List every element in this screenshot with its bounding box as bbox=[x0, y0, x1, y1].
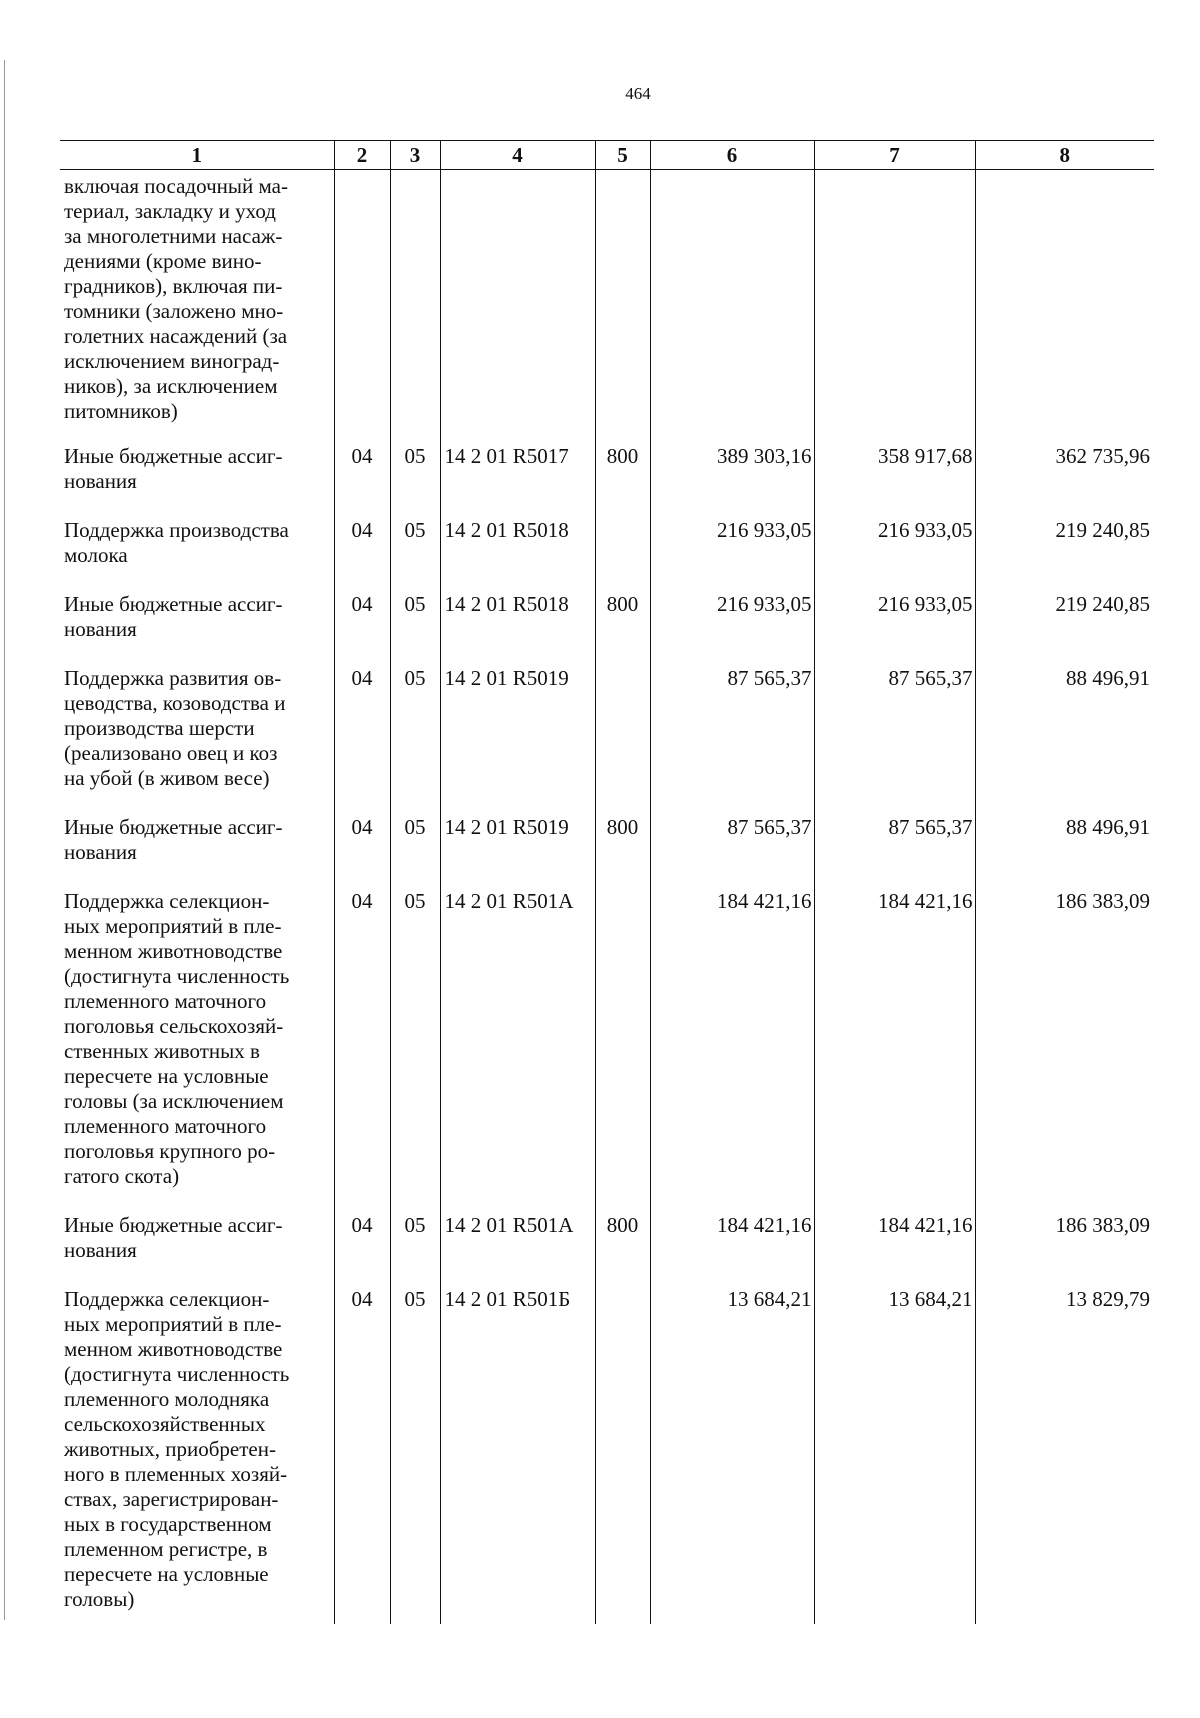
amount-cell-year-3: 88 496,91 bbox=[975, 654, 1154, 803]
row-name-line: включая посадочный ма- bbox=[64, 174, 288, 198]
subsection-code-cell: 05 bbox=[390, 877, 440, 1201]
row-name-line: гатого скота) bbox=[64, 1164, 180, 1188]
expense-type-cell bbox=[595, 877, 650, 1201]
row-name-line: нования bbox=[64, 1238, 137, 1262]
header-row bbox=[60, 141, 1154, 170]
subsection-code-cell bbox=[390, 170, 440, 433]
row-name-line: ных мероприятий в пле- bbox=[64, 914, 282, 938]
expense-type-cell: 800 bbox=[595, 1201, 650, 1275]
row-name-line: дениями (кроме вино- bbox=[64, 249, 262, 273]
table-row bbox=[60, 170, 1154, 433]
amount-cell-year-2 bbox=[814, 170, 975, 433]
row-name-line: (реализовано овец и коз bbox=[64, 741, 278, 765]
expense-type-cell bbox=[595, 506, 650, 580]
section-code-cell: 04 bbox=[334, 432, 390, 506]
subsection-code-cell: 05 bbox=[390, 803, 440, 877]
target-article-cell: 14 2 01 R501Б bbox=[440, 1275, 595, 1624]
row-name-line: животных, приобретен- bbox=[64, 1437, 276, 1461]
row-name-line: нования bbox=[64, 840, 137, 864]
row-name-line: ных в государственном bbox=[64, 1512, 272, 1536]
column-header: 6 bbox=[650, 141, 814, 170]
row-name-line: градников), включая пи- bbox=[64, 274, 283, 298]
amount-cell-year-2: 184 421,16 bbox=[814, 877, 975, 1201]
amount-cell-year-3: 186 383,09 bbox=[975, 877, 1154, 1201]
expense-type-cell: 800 bbox=[595, 803, 650, 877]
row-name-line: пересчете на условные bbox=[64, 1064, 269, 1088]
subsection-code-cell: 05 bbox=[390, 432, 440, 506]
row-name bbox=[60, 1201, 334, 1275]
row-name-line: ственных животных в bbox=[64, 1039, 260, 1063]
row-name-line: нования bbox=[64, 617, 137, 641]
row-name-line: нования bbox=[64, 469, 137, 493]
amount-cell-year-3: 186 383,09 bbox=[975, 1201, 1154, 1275]
table-row bbox=[60, 580, 1154, 654]
row-name-line: (достигнута численность bbox=[64, 964, 290, 988]
expense-type-cell: 800 bbox=[595, 580, 650, 654]
row-name-line: племенного маточного bbox=[64, 989, 267, 1013]
column-header: 7 bbox=[814, 141, 975, 170]
expense-type-cell bbox=[595, 1275, 650, 1624]
target-article-cell: 14 2 01 R501A bbox=[440, 1201, 595, 1275]
row-name bbox=[60, 580, 334, 654]
row-name-line: Поддержка селекцион- bbox=[64, 889, 270, 913]
scan-edge-line bbox=[4, 60, 5, 1620]
row-name-line: ствах, зарегистрирован- bbox=[64, 1487, 279, 1511]
target-article-cell: 14 2 01 R5019 bbox=[440, 654, 595, 803]
column-header: 5 bbox=[595, 141, 650, 170]
amount-cell-year-2: 216 933,05 bbox=[814, 506, 975, 580]
row-name bbox=[60, 803, 334, 877]
amount-cell-year-3: 219 240,85 bbox=[975, 580, 1154, 654]
table-body bbox=[60, 170, 1154, 1625]
column-header: 4 bbox=[440, 141, 595, 170]
row-name-line: головы (за исключением bbox=[64, 1089, 284, 1113]
row-name-line: Поддержка селекцион- bbox=[64, 1287, 270, 1311]
subsection-code-cell: 05 bbox=[390, 1275, 440, 1624]
row-name-line: племенном регистре, в bbox=[64, 1537, 268, 1561]
amount-cell-year-1: 184 421,16 bbox=[650, 1201, 814, 1275]
amount-cell-year-2: 358 917,68 bbox=[814, 432, 975, 506]
target-article-cell: 14 2 01 R5019 bbox=[440, 803, 595, 877]
amount-cell-year-1: 216 933,05 bbox=[650, 506, 814, 580]
row-name-line: ных мероприятий в пле- bbox=[64, 1312, 282, 1336]
row-name-line: ников), за исключением bbox=[64, 374, 278, 398]
expense-type-cell bbox=[595, 170, 650, 433]
section-code-cell: 04 bbox=[334, 1201, 390, 1275]
section-code-cell: 04 bbox=[334, 506, 390, 580]
section-code-cell: 04 bbox=[334, 803, 390, 877]
column-header: 1 bbox=[60, 141, 334, 170]
expense-type-cell: 800 bbox=[595, 432, 650, 506]
amount-cell-year-2: 13 684,21 bbox=[814, 1275, 975, 1624]
amount-cell-year-1: 389 303,16 bbox=[650, 432, 814, 506]
row-name bbox=[60, 506, 334, 580]
row-name-line: племенного молодняка bbox=[64, 1387, 270, 1411]
table-row bbox=[60, 1201, 1154, 1275]
row-name-line: племенного маточного bbox=[64, 1114, 267, 1138]
row-name-line: голетних насаждений (за bbox=[64, 324, 288, 348]
column-header: 2 bbox=[334, 141, 390, 170]
table-row bbox=[60, 877, 1154, 1201]
row-name-line: менном животноводстве bbox=[64, 939, 283, 963]
table-row bbox=[60, 506, 1154, 580]
row-name-line: ного в племенных хозяй- bbox=[64, 1462, 288, 1486]
amount-cell-year-2: 184 421,16 bbox=[814, 1201, 975, 1275]
section-code-cell: 04 bbox=[334, 877, 390, 1201]
row-name-line: териал, закладку и уход bbox=[64, 199, 276, 223]
row-name-line: менном животноводстве bbox=[64, 1337, 283, 1361]
amount-cell-year-1: 184 421,16 bbox=[650, 877, 814, 1201]
row-name-line: исключением виноград- bbox=[64, 349, 280, 373]
row-name-line: поголовья сельскохозяй- bbox=[64, 1014, 284, 1038]
row-name-line: пересчете на условные bbox=[64, 1562, 269, 1586]
amount-cell-year-2: 87 565,37 bbox=[814, 654, 975, 803]
subsection-code-cell: 05 bbox=[390, 1201, 440, 1275]
row-name-line: головы) bbox=[64, 1587, 135, 1611]
amount-cell-year-1: 87 565,37 bbox=[650, 654, 814, 803]
row-name-line: (достигнута численность bbox=[64, 1362, 290, 1386]
budget-table bbox=[60, 140, 1154, 1624]
table-row bbox=[60, 432, 1154, 506]
amount-cell-year-3 bbox=[975, 170, 1154, 433]
amount-cell-year-2: 87 565,37 bbox=[814, 803, 975, 877]
row-name-line: Иные бюджетные ассиг- bbox=[64, 1213, 283, 1237]
expense-type-cell bbox=[595, 654, 650, 803]
row-name-line: на убой (в живом весе) bbox=[64, 766, 270, 790]
row-name-line: Иные бюджетные ассиг- bbox=[64, 444, 283, 468]
section-code-cell: 04 bbox=[334, 1275, 390, 1624]
amount-cell-year-3: 362 735,96 bbox=[975, 432, 1154, 506]
target-article-cell bbox=[440, 170, 595, 433]
row-name-line: сельскохозяйственных bbox=[64, 1412, 266, 1436]
row-name-line: поголовья крупного ро- bbox=[64, 1139, 276, 1163]
table-row bbox=[60, 1275, 1154, 1624]
amount-cell-year-1: 13 684,21 bbox=[650, 1275, 814, 1624]
row-name-line: за многолетними насаж- bbox=[64, 224, 283, 248]
row-name-line: Поддержка развития ов- bbox=[64, 666, 282, 690]
target-article-cell: 14 2 01 R5018 bbox=[440, 506, 595, 580]
target-article-cell: 14 2 01 R5018 bbox=[440, 580, 595, 654]
amount-cell-year-3: 13 829,79 bbox=[975, 1275, 1154, 1624]
row-name bbox=[60, 654, 334, 803]
row-name bbox=[60, 877, 334, 1201]
amount-cell-year-3: 219 240,85 bbox=[975, 506, 1154, 580]
table-row bbox=[60, 803, 1154, 877]
amount-cell-year-3: 88 496,91 bbox=[975, 803, 1154, 877]
subsection-code-cell: 05 bbox=[390, 506, 440, 580]
table-row bbox=[60, 654, 1154, 803]
section-code-cell: 04 bbox=[334, 580, 390, 654]
row-name bbox=[60, 432, 334, 506]
row-name-line: молока bbox=[64, 543, 128, 567]
row-name bbox=[60, 1275, 334, 1624]
amount-cell-year-2: 216 933,05 bbox=[814, 580, 975, 654]
subsection-code-cell: 05 bbox=[390, 654, 440, 803]
section-code-cell: 04 bbox=[334, 654, 390, 803]
column-header: 8 bbox=[975, 141, 1154, 170]
row-name-line: Иные бюджетные ассиг- bbox=[64, 592, 283, 616]
row-name bbox=[60, 170, 334, 433]
row-name-line: томники (заложено мно- bbox=[64, 299, 284, 323]
amount-cell-year-1: 216 933,05 bbox=[650, 580, 814, 654]
row-name-line: Поддержка производства bbox=[64, 518, 289, 542]
amount-cell-year-1 bbox=[650, 170, 814, 433]
target-article-cell: 14 2 01 R5017 bbox=[440, 432, 595, 506]
page-number: 464 bbox=[625, 84, 651, 103]
section-code-cell bbox=[334, 170, 390, 433]
amount-cell-year-1: 87 565,37 bbox=[650, 803, 814, 877]
column-header: 3 bbox=[390, 141, 440, 170]
row-name-line: питомников) bbox=[64, 399, 178, 423]
target-article-cell: 14 2 01 R501A bbox=[440, 877, 595, 1201]
row-name-line: Иные бюджетные ассиг- bbox=[64, 815, 283, 839]
subsection-code-cell: 05 bbox=[390, 580, 440, 654]
row-name-line: цеводства, козоводства и bbox=[64, 691, 286, 715]
row-name-line: производства шерсти bbox=[64, 716, 255, 740]
